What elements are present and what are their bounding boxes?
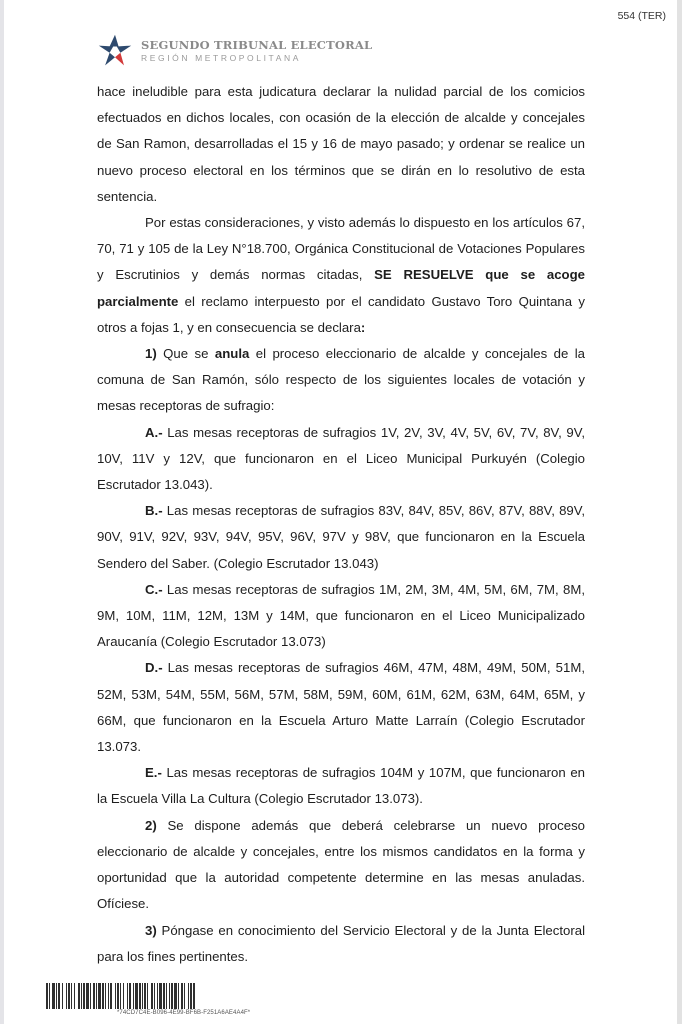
resolution-bold: SE RESUELVE que se acoge parcialmente: [97, 267, 586, 309]
sub-item-label: E.-: [145, 765, 162, 781]
org-name: SEGUNDO TRIBUNAL ELECTORAL: [141, 37, 373, 52]
sub-item-label: B.-: [145, 503, 163, 519]
item-1-text: Que se: [156, 346, 215, 362]
barcode-bar: [195, 983, 196, 1009]
item-2-number: 2): [145, 817, 157, 833]
item-3-text: Póngase en conocimiento del Servicio Electoral y de la Junta Electoral para los fines pertinentes.: [97, 922, 585, 964]
barcode-icon: [46, 983, 296, 1009]
sub-item-b: [97, 498, 585, 577]
page-left-edge: [0, 0, 4, 1024]
sub-item-c: [97, 577, 585, 656]
barcode-text: *74CD7C4E-B096-4E99-BF6B-F251A6AE4A4F*: [117, 1010, 251, 1016]
item-3-number: 3): [145, 922, 157, 938]
sub-item-text: Las mesas receptoras de sufragios 1M, 2M, 3M, 4M, 5M, 6M, 7M, 8M, 9M, 10M, 11M, 12M, 13M y 14M, que funcionaron en el Liceo Municipalizado Araucanía (Colegio Escrutador 13.073): [97, 581, 585, 650]
page-right-edge: [677, 0, 682, 1024]
resolution-text: Por estas consideraciones, y visto además lo dispuesto en los artículos 67, 70, 71 y 105 de la Ley N°18.700, Orgánica Constitucional de Votaciones Populares y Escrutinios y demás normas citadas,: [97, 215, 585, 283]
resolution-colon: :: [360, 319, 366, 335]
item-3: [97, 918, 585, 970]
sub-item-label: A.-: [145, 424, 163, 440]
sub-item-a: [97, 420, 585, 499]
letterhead: [97, 33, 372, 69]
letterhead-text: [141, 39, 372, 64]
paragraph-intro: hace ineludible para esta judicatura declarar la nulidad parcial de los comicios efectuados en dichos locales, con ocasión de la elección de alcalde y concejales de San Ramon, desarrolladas el 15 y 16 de mayo pasado; y ordenar se realice un nuevo proceso electoral en los términos que se dirán en lo resolutivo de esta sentencia.: [97, 84, 585, 204]
item-1-bold: anula: [214, 346, 250, 362]
item-2-text: Se dispone además que deberá celebrarse un nuevo proceso eleccionario de alcalde y concejales, entre los mismos candidatos en la forma y oportunidad que la autoridad competente determine en las mesas anuladas. Ofíciese.: [97, 817, 585, 912]
item-1-number: 1): [145, 346, 157, 362]
sub-item-d: [97, 655, 585, 760]
sub-item-text: Las mesas receptoras de sufragios 104M y 107M, que funcionaron en la Escuela Villa La Cultura (Colegio Escrutador 13.073).: [97, 765, 585, 807]
item-1-text-cont: el proceso eleccionario de alcalde y concejales de la comuna de San Ramón, sólo respecto de los siguientes locales de votación y mesas receptoras de sufragio:: [97, 346, 585, 414]
item-1: [97, 341, 585, 420]
resolution-text-cont: el reclamo interpuesto por el candidato Gustavo Toro Quintana y otros a fojas 1, y en consecuencia se declara: [97, 293, 585, 335]
document-body: [97, 79, 585, 970]
sub-item-e: [97, 760, 585, 812]
sub-item-label: D.-: [145, 660, 163, 676]
paragraph-resolution: [97, 210, 585, 341]
item-2: [97, 813, 585, 918]
star-logo-icon: [97, 33, 133, 69]
page-number: 554 (TER): [617, 10, 666, 22]
sub-item-text: Las mesas receptoras de sufragios 46M, 47M, 48M, 49M, 50M, 51M, 52M, 53M, 54M, 55M, 56M, 57M, 58M, 59M, 60M, 61M, 62M, 63M, 64M, 65M, y 66M, que funcionaron en la Escuela Arturo Matte Larraín (Colegio Escrutador 13.073.: [97, 660, 585, 755]
org-region: REGIÓN METROPOLITANA: [141, 52, 301, 63]
sub-item-text: Las mesas receptoras de sufragios 1V, 2V, 3V, 4V, 5V, 6V, 7V, 8V, 9V, 10V, 11V y 12V, que funcionaron en el Liceo Municipal Purkuyén (Colegio Escrutador 13.043).: [97, 424, 585, 493]
sub-item-label: C.-: [145, 581, 163, 597]
sub-item-text: Las mesas receptoras de sufragios 83V, 84V, 85V, 86V, 87V, 88V, 89V, 90V, 91V, 92V, 93V, 94V, 95V, 96V, 97V y 98V, que funcionaron en la Escuela Sendero del Saber. (Colegio Escrutador 13.043): [97, 503, 585, 571]
